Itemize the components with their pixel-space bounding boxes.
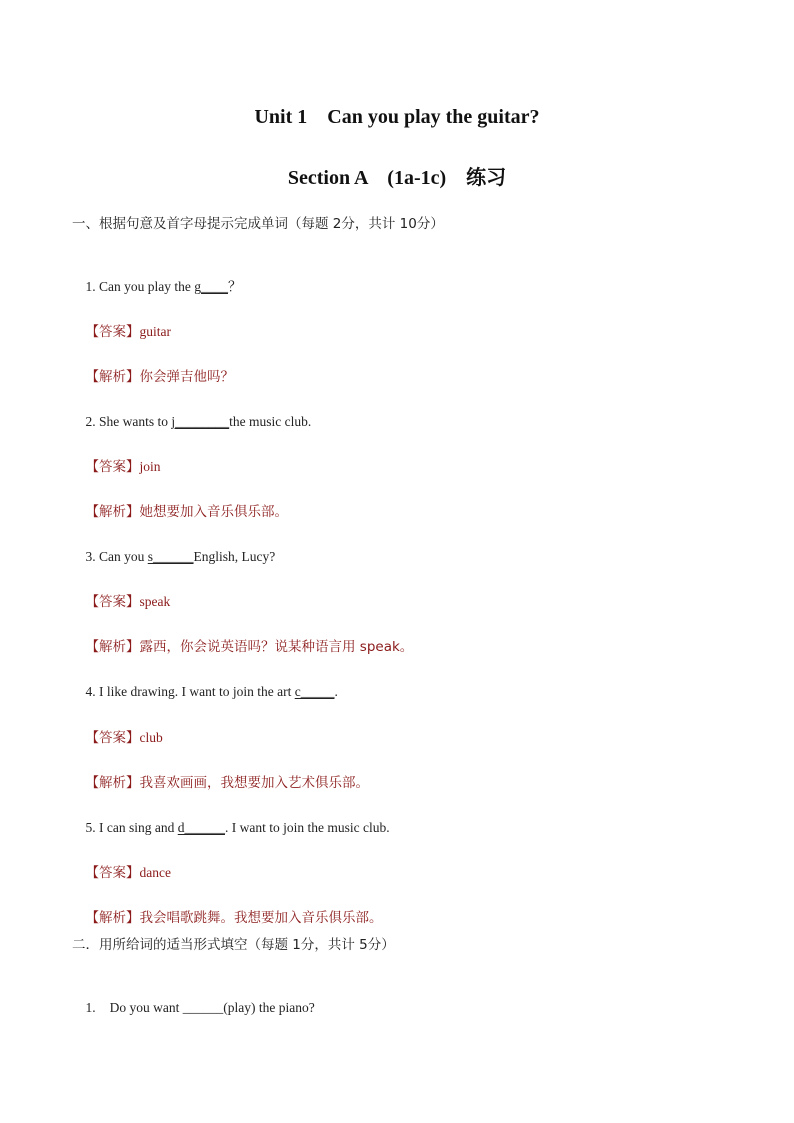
answer-value: guitar [139, 324, 171, 339]
question-text: . I want to join the music club. [224, 820, 390, 835]
section2-question-1 [72, 981, 315, 1035]
answer-value: speak [139, 594, 171, 609]
answer-label: 【答案】 [85, 324, 140, 340]
question-text: . [334, 684, 338, 699]
document-title: Unit 1 Can you play the guitar? [254, 106, 540, 128]
analysis-text: 你会弹吉他吗？ [139, 369, 234, 385]
question-text: the music club. [229, 414, 312, 429]
analysis-label: 【解析】 [85, 910, 140, 926]
answer-value: join [139, 459, 161, 474]
analysis-text: 我喜欢画画，我想要加入艺术俱乐部。 [139, 775, 369, 791]
question-text: 4. I like drawing. I want to join the art [85, 684, 295, 699]
question-number: 1. [85, 1000, 96, 1015]
answer-label: 【答案】 [85, 459, 140, 475]
answer-value: club [139, 730, 163, 745]
question-blank: c_____ [294, 684, 335, 699]
question-text: 1. Can you play the [85, 279, 195, 294]
question-blank: g____ [194, 279, 228, 294]
question-text: English, Lucy? [193, 549, 276, 564]
analysis-label: 【解析】 [85, 369, 140, 385]
section1-heading: 一、根据句意及首字母提示完成单词（每题 2分，共计 10分） [72, 216, 444, 232]
question-text: 2. She wants to [85, 414, 172, 429]
analysis-text: 她想要加入音乐俱乐部。 [139, 504, 288, 520]
answer-label: 【答案】 [85, 865, 140, 881]
section2-heading: 二．用所给词的适当形式填空（每题 1分，共计 5分） [72, 937, 395, 953]
analysis-text: 露西，你会说英语吗？说某种语言用 speak。 [139, 639, 414, 655]
answer-label: 【答案】 [85, 594, 140, 610]
analysis-label: 【解析】 [85, 639, 140, 655]
analysis-label: 【解析】 [85, 504, 140, 520]
analysis-text: 我会唱歌跳舞。我想要加入音乐俱乐部。 [139, 910, 383, 926]
question-blank: s______ [147, 549, 194, 564]
answer-label: 【答案】 [85, 730, 140, 746]
question-text: ？ [227, 279, 242, 294]
analysis-label: 【解析】 [85, 775, 140, 791]
question-blank: d______ [177, 820, 225, 835]
question-text: 5. I can sing and [85, 820, 178, 835]
document-subtitle: Section A (1a-1c) 练习 [287, 167, 507, 189]
question-text: 3. Can you [85, 549, 148, 564]
question-text: Do you want ______(play) the piano? [109, 1000, 315, 1015]
question-blank: j________ [171, 414, 230, 429]
answer-value: dance [139, 865, 171, 880]
